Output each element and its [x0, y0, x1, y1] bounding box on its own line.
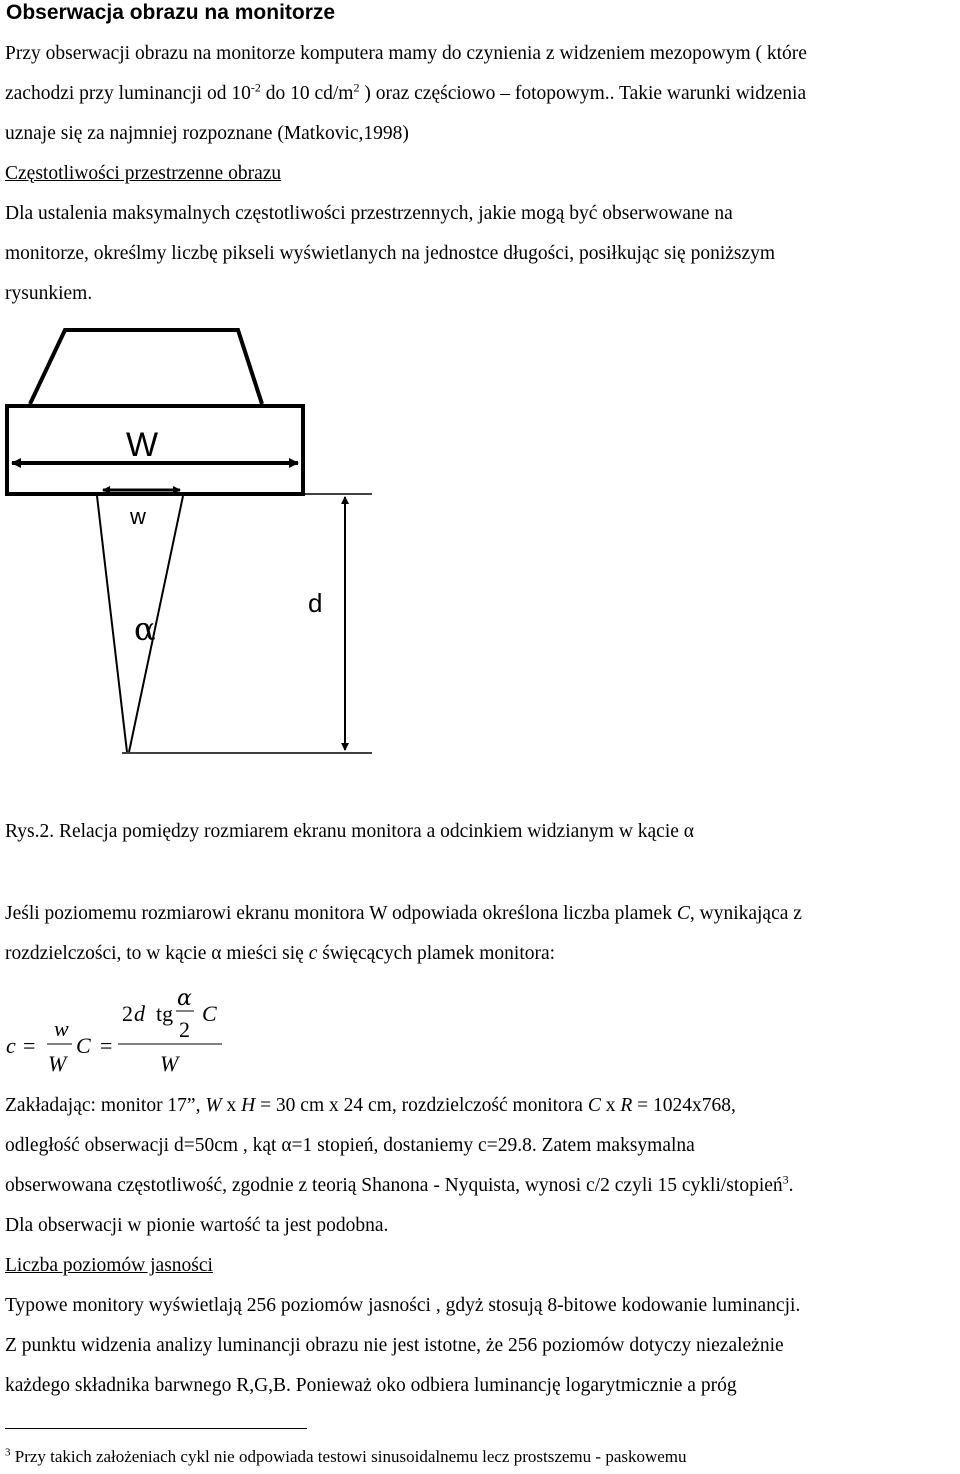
svg-text:=: = — [23, 1033, 36, 1058]
view-ray-left — [97, 496, 127, 752]
figure-caption: Rys.2. Relacja pomiędzy rozmiarem ekranu monitora a odcinkiem widzianym w kącie α — [5, 821, 695, 842]
paragraph-example-line-2: odległość obserwacji d=50cm , kąt α=1 stopień, dostaniemy c=29.8. Zatem maksymalna — [5, 1135, 695, 1156]
paragraph-example-line-4: Dla obserwacji w pionie wartość ta jest podobna. — [5, 1215, 389, 1236]
equation-c — [0, 982, 260, 1082]
label-w: w — [130, 504, 146, 529]
footnote-separator — [5, 1428, 307, 1429]
paragraph-spatial-line-2: monitorze, określmy liczbę pikseli wyświetlanych na jednostce długości, posiłkując się poniższym — [5, 243, 776, 264]
paragraph-intro-line-1: Przy obserwacji obrazu na monitorze komputera mamy do czynienia z widzeniem mezopowym ( które — [5, 43, 807, 64]
paragraph-levels-line-3: każdego składnika barwnego R,G,B. Ponieważ oko odbiera luminancję logarytmicznie a próg — [5, 1375, 737, 1396]
section-heading-brightness-levels: Liczba poziomów jasności — [5, 1255, 213, 1276]
label-W: W — [126, 426, 159, 464]
svg-text:C: C — [202, 1001, 217, 1026]
paragraph-example-line-1: Zakładając: monitor 17”, W x H = 30 cm x 24 cm, rozdzielczość monitora C x R = 1024x768, — [5, 1095, 736, 1116]
svg-text:tg: tg — [156, 1001, 174, 1026]
footnote-mark: 3 — [5, 1446, 11, 1459]
svg-text:W: W — [160, 1051, 179, 1076]
footnote: $^3$ Przy takich założeniach cykl nie odpowiada testowi sinusoidalnemu lecz prostszemu - paskowemu — [5, 1446, 687, 1466]
svg-text:c: c — [6, 1033, 16, 1058]
svg-text:2: 2 — [179, 1017, 190, 1042]
paragraph-spatial-line-1: Dla ustalenia maksymalnych częstotliwości przestrzennych, jakie mogą być obserwowane na — [5, 203, 733, 224]
footnote-reference: 3 — [782, 1172, 789, 1187]
svg-text:2: 2 — [122, 1001, 133, 1026]
paragraph-intro-line-3: uznaje się za najmniej rozpoznane (Matkovic,1998) — [5, 123, 409, 144]
svg-text:=: = — [100, 1033, 113, 1058]
paragraph-resolution-line-2: rozdzielczości, to w kącie α mieści się c święcących plamek monitora: — [5, 943, 556, 964]
paragraph-intro-line-2: zachodzi przy luminancji od $10^{-2}$ do 10 $cd/m^2$ ) oraz częściowo – fotopowym.. Takie warunki widzenia — [5, 80, 807, 104]
paragraph-levels-line-1: Typowe monitory wyświetlają 256 poziomów jasności , gdyż stosują 8-bitowe kodowanie luminancji. — [5, 1295, 801, 1316]
label-alpha: α — [134, 610, 156, 648]
label-d: d — [308, 588, 323, 618]
svg-text:w: w — [54, 1016, 69, 1041]
exponent: -2 — [250, 80, 261, 95]
monitor-geometry-figure — [0, 318, 380, 778]
monitor-back-shape — [30, 330, 262, 404]
section-heading-spatial-frequencies: Częstotliwości przestrzenne obrazu — [5, 163, 282, 184]
svg-text:d: d — [134, 1001, 145, 1026]
svg-text:C: C — [76, 1033, 91, 1058]
paragraph-resolution-line-1: Jeśli poziomemu rozmiarowi ekranu monitora W odpowiada określona liczba plamek C, wynikająca z — [5, 903, 802, 924]
page-title: Obserwacja obrazu na monitorze — [6, 1, 336, 24]
paragraph-spatial-line-3: rysunkiem. — [5, 283, 93, 304]
svg-text:α: α — [177, 986, 192, 1011]
svg-text:W: W — [48, 1051, 67, 1076]
paragraph-example-line-3: obserwowana częstotliwość, zgodnie z teorią Shanona - Nyquista, wynosi c/2 czyli 15 cykli/stopień$^3$. — [5, 1172, 794, 1196]
exponent: 2 — [353, 80, 360, 95]
paragraph-levels-line-2: Z punktu widzenia analizy luminancji obrazu nie jest istotne, że 256 poziomów dotyczy niezależnie — [5, 1335, 784, 1356]
